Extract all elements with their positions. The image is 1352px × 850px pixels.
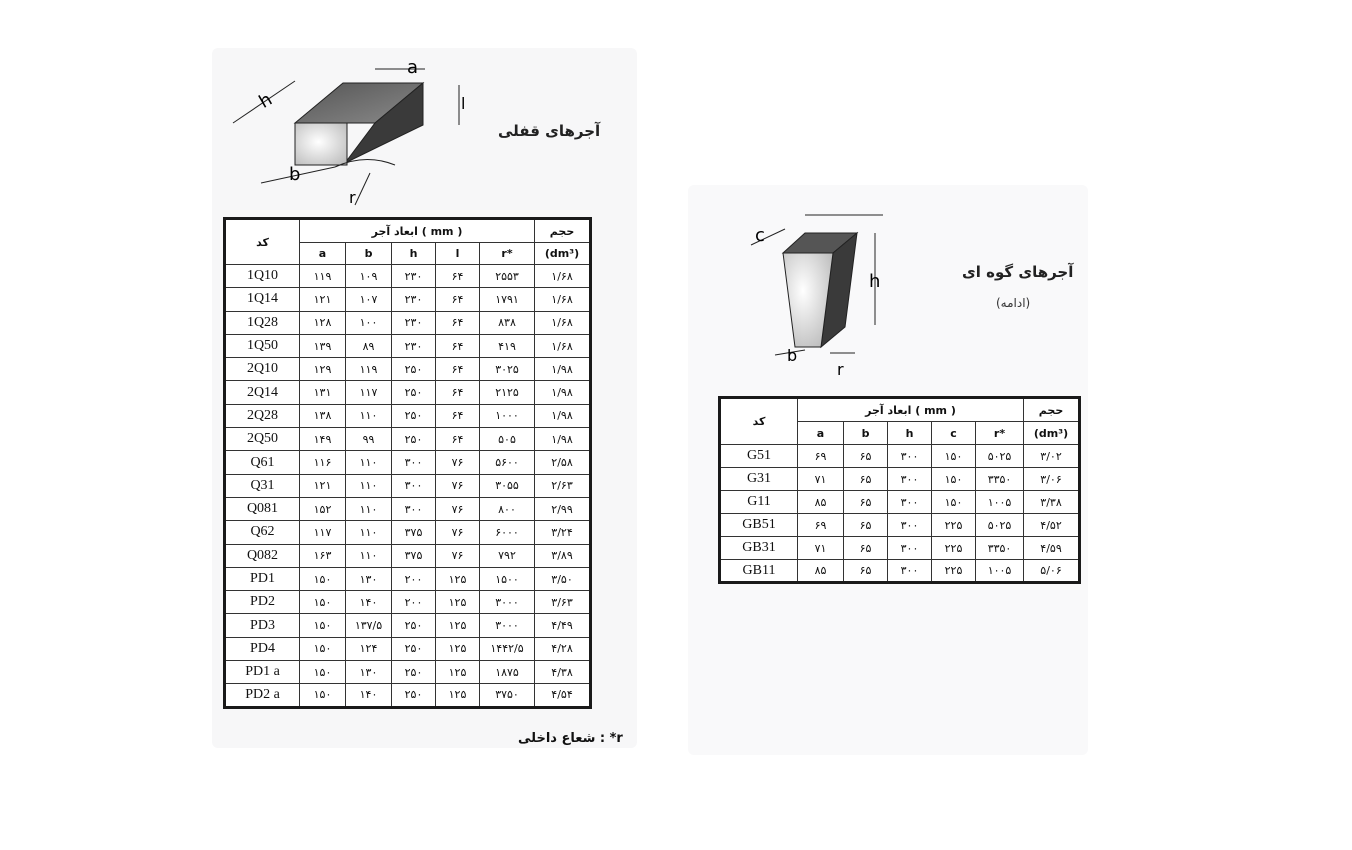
r-cell: ۱۰۰۵ xyxy=(976,491,1024,514)
r-cell: ۳۰۰۰ xyxy=(480,591,535,614)
code-cell: GB31 xyxy=(720,537,798,560)
r-cell: ۳۷۵۰ xyxy=(480,684,535,707)
a-cell: ۱۵۰ xyxy=(300,661,346,684)
code-cell: G51 xyxy=(720,445,798,468)
vol-cell: ۳/۸۹ xyxy=(535,544,591,567)
h-cell: ۳۰۰ xyxy=(392,497,436,520)
vol-cell: ۳/۰۲ xyxy=(1024,445,1080,468)
h-cell: ۲۰۰ xyxy=(392,591,436,614)
diagram-label-r: r xyxy=(349,188,356,207)
a-cell: ۶۹ xyxy=(798,514,844,537)
b-cell: ۹۹ xyxy=(346,428,392,451)
c-cell: ۱۵۰ xyxy=(932,468,976,491)
h-cell: ۲۵۰ xyxy=(392,381,436,404)
l-cell: ۱۲۵ xyxy=(436,614,480,637)
l-cell: ۶۴ xyxy=(436,265,480,288)
l-cell: ۶۴ xyxy=(436,311,480,334)
h-cell: ۲۳۰ xyxy=(392,265,436,288)
b-cell: ۱۰۹ xyxy=(346,265,392,288)
table-row xyxy=(225,358,591,381)
code-cell: 2Q28 xyxy=(225,404,300,427)
l-cell: ۷۶ xyxy=(436,497,480,520)
vol-cell: ۳/۳۸ xyxy=(1024,491,1080,514)
h-cell: ۲۰۰ xyxy=(392,567,436,590)
diagram-label-r-right: r xyxy=(837,360,844,379)
r-cell: ۳۳۵۰ xyxy=(976,537,1024,560)
c-cell: ۲۲۵ xyxy=(932,560,976,583)
b-cell: ۶۵ xyxy=(844,445,888,468)
vol-cell: ۱/۶۸ xyxy=(535,265,591,288)
table-row xyxy=(225,637,591,660)
table-row xyxy=(225,381,591,404)
table-row xyxy=(225,614,591,637)
code-cell: GB51 xyxy=(720,514,798,537)
table-row xyxy=(720,560,1080,583)
code-cell: PD1 a xyxy=(225,661,300,684)
vol-cell: ۱/۶۸ xyxy=(535,311,591,334)
diagram-label-b: b xyxy=(289,164,301,185)
table-row xyxy=(225,661,591,684)
a-cell: ۱۲۹ xyxy=(300,358,346,381)
c-cell: ۱۵۰ xyxy=(932,491,976,514)
volume-unit: (dm³) xyxy=(535,243,591,265)
r-cell: ۸۳۸ xyxy=(480,311,535,334)
volume-header-right: حجم xyxy=(1024,398,1080,422)
b-cell: ۱۳۰ xyxy=(346,567,392,590)
code-cell: 2Q14 xyxy=(225,381,300,404)
r-cell: ۳۰۲۵ xyxy=(480,358,535,381)
vol-cell: ۱/۹۸ xyxy=(535,428,591,451)
b-cell: ۶۵ xyxy=(844,514,888,537)
dims-header: ابعاد آجر ( mm ) xyxy=(300,219,535,243)
l-cell: ۷۶ xyxy=(436,521,480,544)
l-cell: ۱۲۵ xyxy=(436,637,480,660)
table-row xyxy=(225,288,591,311)
h-cell: ۲۳۰ xyxy=(392,288,436,311)
h-cell: ۲۳۰ xyxy=(392,311,436,334)
a-cell: ۷۱ xyxy=(798,537,844,560)
code-cell: 2Q50 xyxy=(225,428,300,451)
table-row xyxy=(720,537,1080,560)
r-cell: ۴۱۹ xyxy=(480,334,535,357)
vol-cell: ۲/۹۹ xyxy=(535,497,591,520)
r-cell: ۱۵۰۰ xyxy=(480,567,535,590)
a-cell: ۱۵۰ xyxy=(300,591,346,614)
b-cell: ۶۵ xyxy=(844,560,888,583)
vol-cell: ۴/۵۴ xyxy=(535,684,591,707)
right-title: آجرهای گوه ای xyxy=(962,263,1074,281)
l-cell: ۱۲۵ xyxy=(436,567,480,590)
diagram-label-l: l xyxy=(461,94,466,113)
code-cell: Q62 xyxy=(225,521,300,544)
l-cell: ۱۲۵ xyxy=(436,591,480,614)
c-cell: ۲۲۵ xyxy=(932,514,976,537)
code-cell: 1Q10 xyxy=(225,265,300,288)
r-cell: ۵۰۵ xyxy=(480,428,535,451)
l-cell: ۱۲۵ xyxy=(436,661,480,684)
h-cell: ۳۰۰ xyxy=(888,537,932,560)
code-cell: Q61 xyxy=(225,451,300,474)
l-cell: ۱۲۵ xyxy=(436,684,480,707)
table-row xyxy=(225,428,591,451)
table-row xyxy=(225,311,591,334)
b-cell: ۱۱۷ xyxy=(346,381,392,404)
col-b: b xyxy=(346,243,392,265)
h-cell: ۲۵۰ xyxy=(392,404,436,427)
b-cell: ۸۹ xyxy=(346,334,392,357)
r-cell: ۱۰۰۵ xyxy=(976,560,1024,583)
r-cell: ۳۰۰۰ xyxy=(480,614,535,637)
vol-cell: ۱/۶۸ xyxy=(535,288,591,311)
h-cell: ۲۵۰ xyxy=(392,358,436,381)
table-row xyxy=(225,334,591,357)
volume-header: حجم xyxy=(535,219,591,243)
b-cell: ۱۰۷ xyxy=(346,288,392,311)
l-cell: ۷۶ xyxy=(436,451,480,474)
a-cell: ۱۴۹ xyxy=(300,428,346,451)
wedge-brick-diagram xyxy=(745,205,895,380)
h-cell: ۳۷۵ xyxy=(392,544,436,567)
c-cell: ۱۵۰ xyxy=(932,445,976,468)
code-cell: PD2 xyxy=(225,591,300,614)
b-cell: ۱۰۰ xyxy=(346,311,392,334)
table-row xyxy=(225,497,591,520)
code-cell: PD4 xyxy=(225,637,300,660)
h-cell: ۳۰۰ xyxy=(888,514,932,537)
l-cell: ۶۴ xyxy=(436,334,480,357)
a-cell: ۱۱۷ xyxy=(300,521,346,544)
diagram-label-b-right: b xyxy=(787,346,798,365)
vol-cell: ۵/۰۶ xyxy=(1024,560,1080,583)
b-cell: ۱۲۴ xyxy=(346,637,392,660)
b-cell: ۱۳۰ xyxy=(346,661,392,684)
b-cell: ۱۱۰ xyxy=(346,497,392,520)
b-cell: ۱۱۰ xyxy=(346,404,392,427)
code-cell: 1Q14 xyxy=(225,288,300,311)
code-cell: 2Q10 xyxy=(225,358,300,381)
code-header-right: کد xyxy=(720,398,798,445)
r-cell: ۸۰۰ xyxy=(480,497,535,520)
r-cell: ۱۰۰۰ xyxy=(480,404,535,427)
key-brick-table xyxy=(223,217,592,709)
b-cell: ۱۳۷/۵ xyxy=(346,614,392,637)
code-cell: G31 xyxy=(720,468,798,491)
a-cell: ۱۵۲ xyxy=(300,497,346,520)
table-row xyxy=(225,544,591,567)
col-r: r* xyxy=(480,243,535,265)
b-cell: ۱۱۰ xyxy=(346,521,392,544)
l-cell: ۶۴ xyxy=(436,381,480,404)
h-cell: ۲۵۰ xyxy=(392,428,436,451)
code-cell: Q081 xyxy=(225,497,300,520)
r-cell: ۶۰۰۰ xyxy=(480,521,535,544)
table-row xyxy=(225,521,591,544)
diagram-label-c: c xyxy=(755,225,765,246)
table-row xyxy=(720,468,1080,491)
a-cell: ۱۳۱ xyxy=(300,381,346,404)
h-cell: ۳۷۵ xyxy=(392,521,436,544)
r-cell: ۳۳۵۰ xyxy=(976,468,1024,491)
col-a-right: a xyxy=(798,422,844,445)
l-cell: ۶۴ xyxy=(436,358,480,381)
r-cell: ۵۶۰۰ xyxy=(480,451,535,474)
vol-cell: ۲/۵۸ xyxy=(535,451,591,474)
vol-cell: ۳/۲۴ xyxy=(535,521,591,544)
a-cell: ۸۵ xyxy=(798,491,844,514)
b-cell: ۶۵ xyxy=(844,491,888,514)
code-cell: G11 xyxy=(720,491,798,514)
b-cell: ۶۵ xyxy=(844,537,888,560)
b-cell: ۱۱۰ xyxy=(346,544,392,567)
l-cell: ۶۴ xyxy=(436,288,480,311)
vol-cell: ۱/۹۸ xyxy=(535,358,591,381)
code-cell: PD1 xyxy=(225,567,300,590)
wedge-brick-table xyxy=(718,396,1081,584)
h-cell: ۳۰۰ xyxy=(888,491,932,514)
a-cell: ۱۱۶ xyxy=(300,451,346,474)
table-row xyxy=(720,514,1080,537)
diagram-label-a: a xyxy=(407,57,419,78)
a-cell: ۱۲۱ xyxy=(300,288,346,311)
volume-unit-right: (dm³) xyxy=(1024,422,1080,445)
a-cell: ۱۲۸ xyxy=(300,311,346,334)
h-cell: ۳۰۰ xyxy=(888,468,932,491)
a-cell: ۱۵۰ xyxy=(300,567,346,590)
h-cell: ۲۳۰ xyxy=(392,334,436,357)
vol-cell: ۴/۳۸ xyxy=(535,661,591,684)
col-b-right: b xyxy=(844,422,888,445)
table-row xyxy=(720,491,1080,514)
vol-cell: ۴/۵۹ xyxy=(1024,537,1080,560)
vol-cell: ۴/۵۲ xyxy=(1024,514,1080,537)
r-cell: ۵۰۲۵ xyxy=(976,445,1024,468)
vol-cell: ۳/۶۳ xyxy=(535,591,591,614)
r-cell: ۱۷۹۱ xyxy=(480,288,535,311)
a-cell: ۷۱ xyxy=(798,468,844,491)
vol-cell: ۴/۲۸ xyxy=(535,637,591,660)
h-cell: ۳۰۰ xyxy=(392,474,436,497)
h-cell: ۲۵۰ xyxy=(392,637,436,660)
table-row xyxy=(225,684,591,707)
code-header: کد xyxy=(225,219,300,265)
h-cell: ۳۰۰ xyxy=(888,560,932,583)
code-cell: GB11 xyxy=(720,560,798,583)
diagram-label-h: h xyxy=(255,88,276,113)
table-row xyxy=(225,404,591,427)
h-cell: ۳۰۰ xyxy=(888,445,932,468)
a-cell: ۶۹ xyxy=(798,445,844,468)
a-cell: ۱۵۰ xyxy=(300,637,346,660)
footnote: r* : شعاع داخلی xyxy=(518,731,623,746)
col-h-right: h xyxy=(888,422,932,445)
h-cell: ۲۵۰ xyxy=(392,684,436,707)
col-a: a xyxy=(300,243,346,265)
c-cell: ۲۲۵ xyxy=(932,537,976,560)
l-cell: ۷۶ xyxy=(436,544,480,567)
r-cell: ۱۸۷۵ xyxy=(480,661,535,684)
col-c-right: c xyxy=(932,422,976,445)
code-cell: 1Q50 xyxy=(225,334,300,357)
left-title: آجرهای قفلی xyxy=(498,122,601,140)
key-brick-diagram xyxy=(225,55,485,210)
h-cell: ۲۵۰ xyxy=(392,661,436,684)
vol-cell: ۱/۹۸ xyxy=(535,381,591,404)
code-cell: PD2 a xyxy=(225,684,300,707)
diagram-label-h-right: h xyxy=(869,271,881,292)
a-cell: ۱۲۱ xyxy=(300,474,346,497)
code-cell: Q31 xyxy=(225,474,300,497)
vol-cell: ۴/۴۹ xyxy=(535,614,591,637)
b-cell: ۱۴۰ xyxy=(346,591,392,614)
r-cell: ۳۰۵۵ xyxy=(480,474,535,497)
r-cell: ۲۱۲۵ xyxy=(480,381,535,404)
h-cell: ۳۰۰ xyxy=(392,451,436,474)
vol-cell: ۱/۹۸ xyxy=(535,404,591,427)
r-cell: ۵۰۲۵ xyxy=(976,514,1024,537)
h-cell: ۲۵۰ xyxy=(392,614,436,637)
table-row xyxy=(720,445,1080,468)
b-cell: ۱۱۰ xyxy=(346,451,392,474)
code-cell: PD3 xyxy=(225,614,300,637)
a-cell: ۱۶۳ xyxy=(300,544,346,567)
a-cell: ۱۳۹ xyxy=(300,334,346,357)
table-row xyxy=(225,451,591,474)
vol-cell: ۳/۵۰ xyxy=(535,567,591,590)
col-h: h xyxy=(392,243,436,265)
dims-header-right: ابعاد آجر ( mm ) xyxy=(798,398,1024,422)
l-cell: ۶۴ xyxy=(436,404,480,427)
b-cell: ۱۱۰ xyxy=(346,474,392,497)
r-cell: ۷۹۲ xyxy=(480,544,535,567)
r-cell: ۱۴۴۲/۵ xyxy=(480,637,535,660)
a-cell: ۱۵۰ xyxy=(300,684,346,707)
table-row xyxy=(225,591,591,614)
col-l: l xyxy=(436,243,480,265)
a-cell: ۱۳۸ xyxy=(300,404,346,427)
table-row xyxy=(225,474,591,497)
b-cell: ۱۱۹ xyxy=(346,358,392,381)
vol-cell: ۳/۰۶ xyxy=(1024,468,1080,491)
a-cell: ۸۵ xyxy=(798,560,844,583)
table-row xyxy=(225,567,591,590)
right-subtitle: (ادامه) xyxy=(996,296,1031,310)
b-cell: ۶۵ xyxy=(844,468,888,491)
a-cell: ۱۵۰ xyxy=(300,614,346,637)
vol-cell: ۲/۶۳ xyxy=(535,474,591,497)
col-r-right: r* xyxy=(976,422,1024,445)
code-cell: 1Q28 xyxy=(225,311,300,334)
vol-cell: ۱/۶۸ xyxy=(535,334,591,357)
code-cell: Q082 xyxy=(225,544,300,567)
l-cell: ۶۴ xyxy=(436,428,480,451)
table-row xyxy=(225,265,591,288)
a-cell: ۱۱۹ xyxy=(300,265,346,288)
l-cell: ۷۶ xyxy=(436,474,480,497)
b-cell: ۱۴۰ xyxy=(346,684,392,707)
r-cell: ۲۵۵۳ xyxy=(480,265,535,288)
